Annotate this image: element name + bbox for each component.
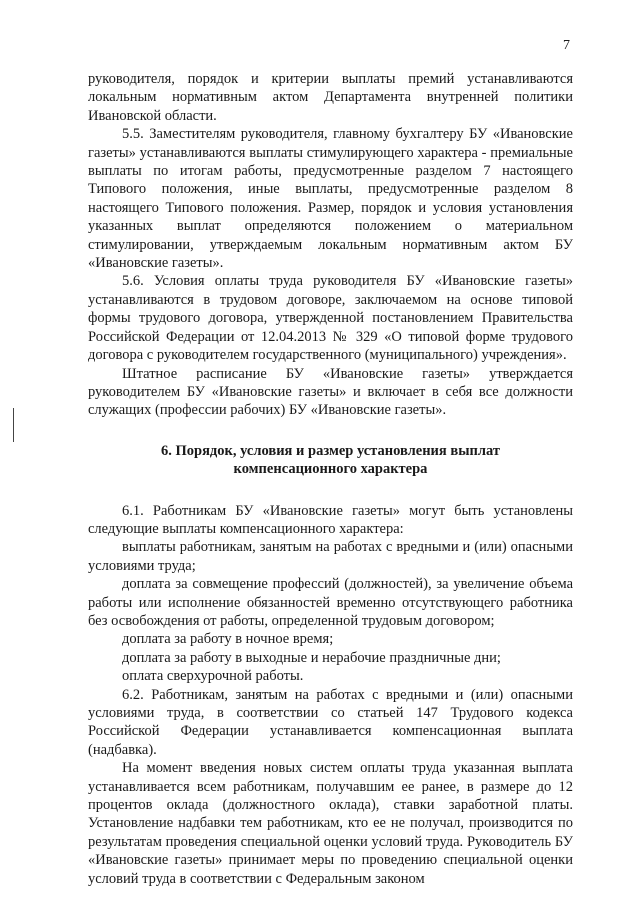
section-6-heading-line2: компенсационного характера — [233, 461, 428, 478]
list-item: доплата за совмещение профессий (должностей), за увеличение объема работы или исполнение обязанностей временно отсутствующего работника без освобождения от работы, определенной трудовым договором; — [88, 576, 573, 629]
list-item: оплата сверхурочной работы. — [122, 668, 304, 685]
paragraph-6-1: 6.1. Работникам БУ «Ивановские газеты» могут быть установлены следующие выплаты компенсационного характера: — [88, 502, 573, 537]
paragraph-staffing: Штатное расписание БУ «Ивановские газеты» утверждается руководителем БУ «Ивановские газеты» и включает в себя все должности служащих (профессии рабочих) БУ «Ивановские газеты». — [88, 365, 573, 419]
list-item: выплаты работникам, занятым на работах с вредными и (или) опасными условиями труда; — [88, 539, 573, 574]
paragraph-intro: руководителя, порядок и критерии выплаты премий устанавливаются локальным нормативным актом Департамента внутренней политики Ивановской области. — [88, 71, 573, 124]
paragraph-5-5: 5.5. Заместителям руководителя, главному бухгалтеру БУ «Ивановские газеты» устанавливаются выплаты стимулирующего характера - премиальные выплаты по итогам работы, предусмотренные разделом 7 настоящего Типового положения, иные выплаты, предусмотренные разделом 8 настоящего Типового положения. Размер, порядок и условия установления указанных выплат определяются положением о материальном стимулировании, утверждаемым локальным нормативным актом БУ «Ивановские газеты». — [88, 126, 573, 272]
paragraph-final: На момент введения новых систем оплаты труда указанная выплата устанавливается всем работникам, получавшим ее ранее, в размере до 12 процентов оклада (должностного оклада), ставки заработной платы. Установление надбавки тем работникам, кто ее не получал, производится по результатам проведения специальной оценки условий труда. Руководитель БУ «Ивановские газеты» принимает меры по проведению специальной оценки условий труда в соответствии с Федеральным законом — [88, 760, 573, 887]
paragraph-6-2: 6.2. Работникам, занятым на работах с вредными и (или) опасными условиями труда, в соответствии со статьей 147 Трудового кодекса Российской Федерации устанавливается компенсационная выплата (надбавка). — [88, 686, 573, 758]
document-body — [88, 70, 573, 888]
page-number: 7 — [563, 38, 570, 53]
list-item: доплата за работу в ночное время; — [122, 631, 334, 648]
list-item: доплата за работу в выходные и нерабочие праздничные дни; — [122, 649, 501, 666]
paragraph-5-6: 5.6. Условия оплаты труда руководителя БУ «Ивановские газеты» устанавливаются в трудовом договоре, заключаемом на основе типовой формы трудового договора, утвержденной постановлением Правительства Российской Федерации от 12.04.2013 № 329 «О типовой форме трудового договора с руководителем государственного (муниципального) учреждения». — [88, 273, 573, 364]
section-6-heading — [88, 442, 573, 479]
section-6-heading-line1: 6. Порядок, условия и размер установления выплат — [160, 442, 501, 459]
margin-mark — [13, 408, 14, 442]
